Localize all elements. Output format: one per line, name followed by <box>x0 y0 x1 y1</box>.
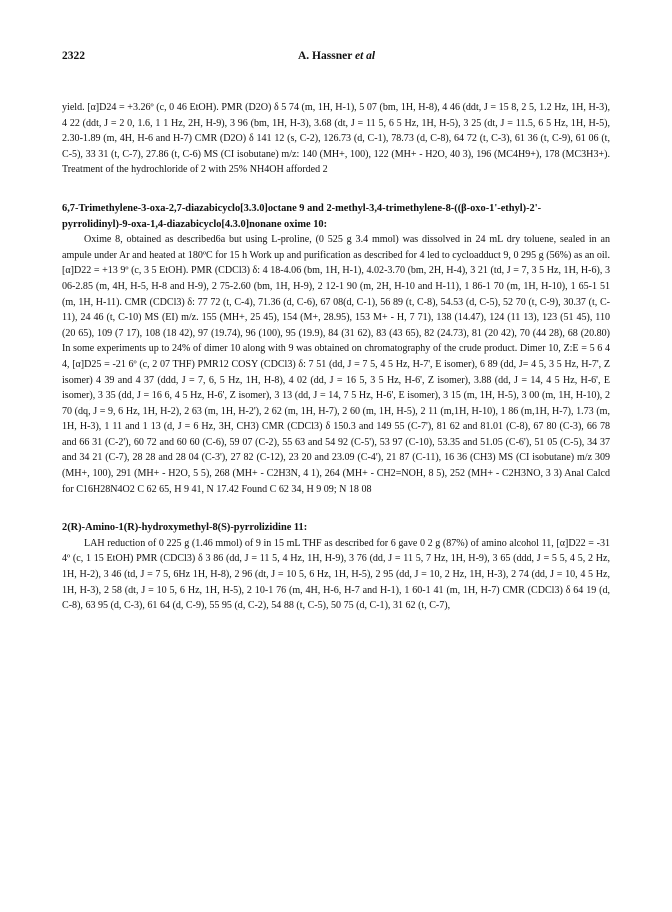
yield-block <box>62 100 610 178</box>
running-title <box>298 50 375 62</box>
compound-11-heading: 2(R)-Amino-1(R)-hydroxymethyl-8(S)-pyrrolizidine 11: <box>62 522 308 534</box>
page-header <box>62 50 622 66</box>
compound-11-block <box>62 520 610 614</box>
page-number: 2322 <box>62 50 85 62</box>
compound-11-paragraph: LAH reduction of 0 225 g (1.46 mmol) of 9 in 15 mL THF as described for 6 gave 0 2 g (87%) of amino alcohol 11, [α]D22 = -31 4º (c, 1 15 EtOH) PMR (CDCl3) δ 3 86 (dd, J = 11 5, 4 Hz, 1H, H-9), 3 76 (dd, J = 11 5, 7 Hz, 1H, H-9), 3 65 (ddd, J = 5 5, 4 5, 2 Hz, 1H, H-2), 3 46 (td, J = 7 5, 6Hz 1H, H-8), 2 96 (dt, J = 10 5, 6 Hz, 1H, H-5), 2 95 (dd, J = 10, 2 Hz, 1H, H-3), 2 74 (dd, J = 10, 4 5 Hz, 1H, H-3), 2 58 (dt, J = 10 5, 6 Hz, 1H, H-5), 2 10-1 76 (m, 4H, H-6, H-7 and H-1), 1 60-1 41 (m, 1H, H-7) CMR (CDCl3) δ 64 19 (d, C-8), 63 95 (d, C-3), 61 64 (d, C-9), 55 95 (d, C-2), 54 88 (t, C-5), 50 75 (d, C-1), 31 62 (t, C-7), <box>62 537 610 612</box>
article-body <box>62 100 610 900</box>
compound-9-10-block <box>62 201 610 497</box>
yield-paragraph: yield. [α]D24 = +3.26º (c, 0 46 EtOH). PMR (D2O) δ 5 74 (m, 1H, H-1), 5 07 (bm, 1H, H-8), 4 46 (ddt, J = 15 8, 2 5, 1.2 Hz, 1H, H-3), 4 22 (ddt, J = 2 0, 1.6, 1 1 Hz, 2H, H-9), 3 96 (bm, 1H, H-3), 3.68 (dt, J = 11 5, 6 5 Hz, 1H, H-5), 3 25 (dt, J = 11.5, 6 5 Hz, 1H, H-5), 2.30-1.89 (m, 4H, H-6 and H-7) CMR (D2O) δ 141 12 (s, C-2), 126.73 (d, C-1), 78.73 (d, C-8), 64 72 (t, C-3), 61 36 (t, C-9), 61 06 (t, C-5), 33 31 (t, C-7), 27.86 (t, C-6) MS (CI isobutane) m/z: 140 (MH+, 100), 122 (MH+ - H2O, 40 3), 196 (MC4H9+), 178 (MC3H3+). Treatment of the hydrochloride of 2 with 25% NH4OH afforded 2 <box>62 102 610 176</box>
running-title-author: A. Hassner <box>298 50 353 62</box>
compound-9-10-paragraph: Oxime 8, obtained as described6a but using L-proline, (0 525 g 3.4 mmol) was dissolved in 24 mL dry toluene, sealed in an ampule under Ar and heated at 180ºC for 15 h Work up and purification as described for 4 led to cycloadduct 9, 0 295 g (56%) as an oil. [α]D22 = +13 9º (c, 3 5 EtOH). PMR (CDCl3) δ: 4 18-4.06 (bm, 1H, H-1), 4.02-3.70 (bm, 2H, H-4), 3 21 (td, J = 7, 3 5 Hz, 1H, H-6), 3 06-2.85 (m, 4H, H-5, H-8 and H-9), 2 75-2.60 (bm, 1H, H-9), 2 12-1 90 (m, 2H, H-10 and H-11), 1 86-1 70 (m, 1H, H-10), 1 65-1 51 (m, 1H, H-11). CMR (CDCl3) δ: 77 72 (t, C-4), 71.36 (d, C-6), 67 08(d, C-1), 56 89 (t, C-8), 54.53 (d, C-5), 52 70 (t, C-9), 30.37 (t, C-11), 24 46 (t, C-10) MS (EI) m/z. 155 (MH+, 25 45), 154 (M+, 28.95), 153 M+ - H, 7 71), 138 (14.47), 124 (11 13), 123 (51 45), 110 (20 65), 109 (7 17), 108 (18 42), 97 (19.74), 96 (100), 95 (19.9), 84 (31 62), 83 (43 65), 82 (24.73), 81 (20 42), 70 (44 28), 68 (20.80) In some experiments up to 24% of dimer 10 along with 9 was obtained on chromatography of the crude product. Dimer 10, Z:E = 5 6 4 4, [α]D25 = -21 6º (c, 2 07 THF) PMR12 COSY (CDCl3) δ: 7 51 (dd, J = 7 5, 4 5 Hz, H-7', E isomer), 6 89 (dd, J= 4 5, 3 5 Hz, H-7', Z isomer) 4 39 and 4 37 (ddd, J = 7, 6, 5 Hz, 1H, H-8), 4 02 (dd, J = 16 5, 3 5 Hz, H-6', Z isomer), 3.88 (dd, J = 14, 4 5 Hz, H-6', E isomer), 3 35 (dd, J = 16 6, 4 5 Hz, H-6', Z isomer), 3 13 (dd, J = 14, 7 5 Hz, H-6', E isomer), 3 15 (m, 1H, H-5), 3 00 (m, 1H, H-10), 2 70 (dq, J = 9, 6 Hz, 1H, H-2), 2 63 (m, 1H, H-2'), 2 62 (m, 1H, H-7), 2 60 (m, 1H, H-5), 2 11 (m,1H, H-10), 1 86 (m,1H, H-7), 1.73 (m, 1H, H-3), 1 11 and 1 13 (d, J = 6 Hz, 3H, CH3) CMR (CDCl3) δ 150.3 and 149 55 (C-7'), 81 62 and 81.01 (C-8), 67 80 (C-3), 66 78 and 66 31 (C-2'), 60 72 and 60 60 (C-6), 59 07 (C-2), 55 63 and 54 92 (C-5'), 53 97 (C-10), 53.35 and 51.05 (C-6'), 51 05 (C-5), 34 37 and 34 21 (C-7), 28 28 and 28 04 (C-3'), 27 82 (C-12), 23 20 and 23.09 (C-4'), 21 87 (C-11), 16 36 (CH3) MS (CI isobutane) m/z 309 (MH+, 100), 291 (MH+ - H2O, 5 5), 268 (MH+ - C2H3N, 4 1), 264 (MH+ - CH2=NOH, 8 5), 252 (MH+ - C2H3NO, 3 3) Anal Calcd for C16H28N4O2 C 62 65, H 9 41, N 17.42 Found C 62 34, H 9 09; N 18 08 <box>62 234 610 495</box>
running-title-suffix: et al <box>354 50 376 62</box>
compound-9-10-heading: 6,7-Trimethylene-3-oxa-2,7-diazabicyclo[3.3.0]octane 9 and 2-methyl-3,4-trimethylene-8-((β-oxo-1'-ethyl)-2'-pyrrolidinyl)-9-oxa-1,4-diazabicyclo[4.3.0]nonane oxime 10: <box>62 202 542 230</box>
